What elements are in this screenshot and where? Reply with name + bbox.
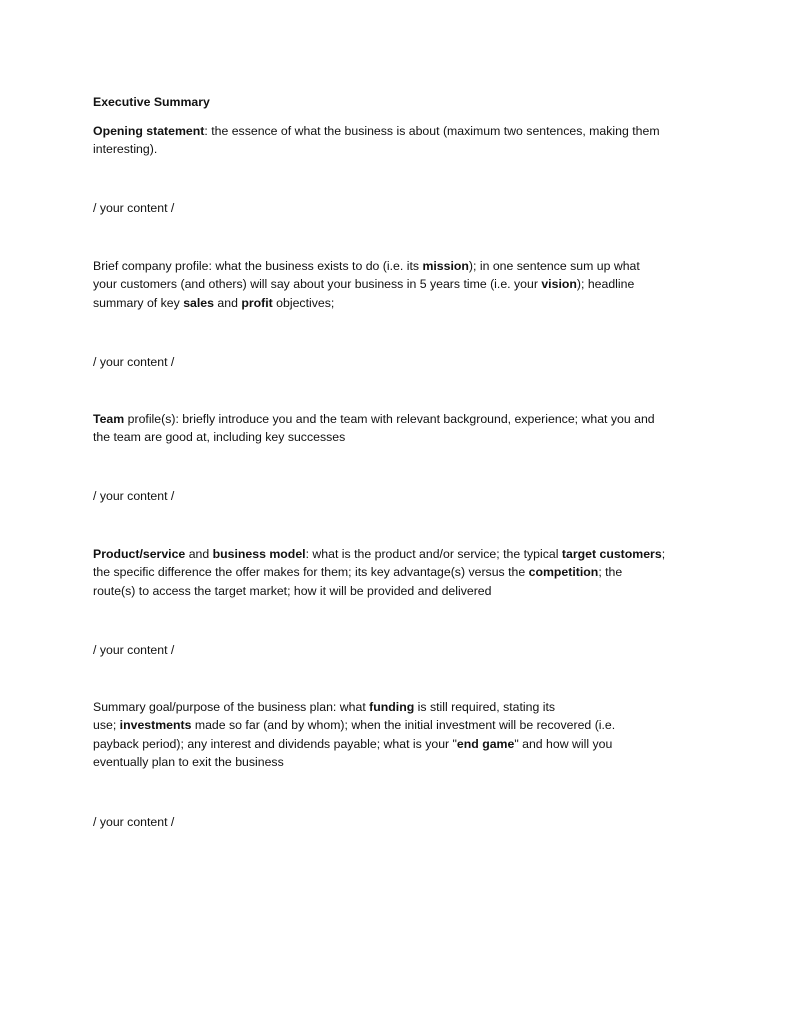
page-title: Executive Summary <box>93 95 210 109</box>
funding-keyword: funding <box>369 700 415 714</box>
opening-statement-paragraph: Opening statement: the essence of what the business is about (maximum two sentences, making them interesting). <box>93 124 660 157</box>
team-profile-paragraph: Team profile(s): briefly introduce you and the team with relevant background, experience; what you and the team are good at, including key successes <box>93 412 655 445</box>
content-placeholder-2: / your content / <box>93 355 175 369</box>
mission-keyword: mission <box>422 259 469 273</box>
content-placeholder-4: / your content / <box>93 643 175 657</box>
company-profile-paragraph: Brief company profile: what the business exists to do (i.e. its mission); in one sentence sum up what your customers (and others) will say about your business in 5 years time (i.e. your vision); headline summary of key sales and profit objectives; <box>93 259 640 310</box>
vision-keyword: vision <box>541 277 577 292</box>
summary-goal-paragraph: Summary goal/purpose of the business plan: what funding is still required, stating its use; investments made so far (and by whom); when the initial investment will be recovered (i.e. payback period); any interest and dividends payable; what is your "end game" and how will you eventually plan to exit the business <box>93 700 616 770</box>
profit-keyword: profit <box>241 295 273 310</box>
business-model-keyword: business model <box>212 547 306 561</box>
content-placeholder-1: / your content / <box>93 201 175 215</box>
competition-keyword: competition <box>528 565 599 580</box>
target-customers-keyword: target customers <box>561 547 662 561</box>
investments-keyword: investments <box>119 718 192 733</box>
content-placeholder-3: / your content / <box>93 489 175 503</box>
content-placeholder-5: / your content / <box>93 815 175 829</box>
end-game-keyword: end game <box>456 736 515 751</box>
product-service-keyword: Product/service <box>93 547 186 561</box>
opening-statement-label: Opening statement <box>93 124 205 138</box>
product-service-paragraph: Product/service and business model: what is the product and/or service; the typical target customers; the specific difference the offer makes for them; its key advantage(s) versus the competition; the route(s) to access the target market; how it will be provided and delivered <box>93 547 666 598</box>
sales-keyword: sales <box>183 295 214 310</box>
team-keyword: Team <box>93 412 125 426</box>
